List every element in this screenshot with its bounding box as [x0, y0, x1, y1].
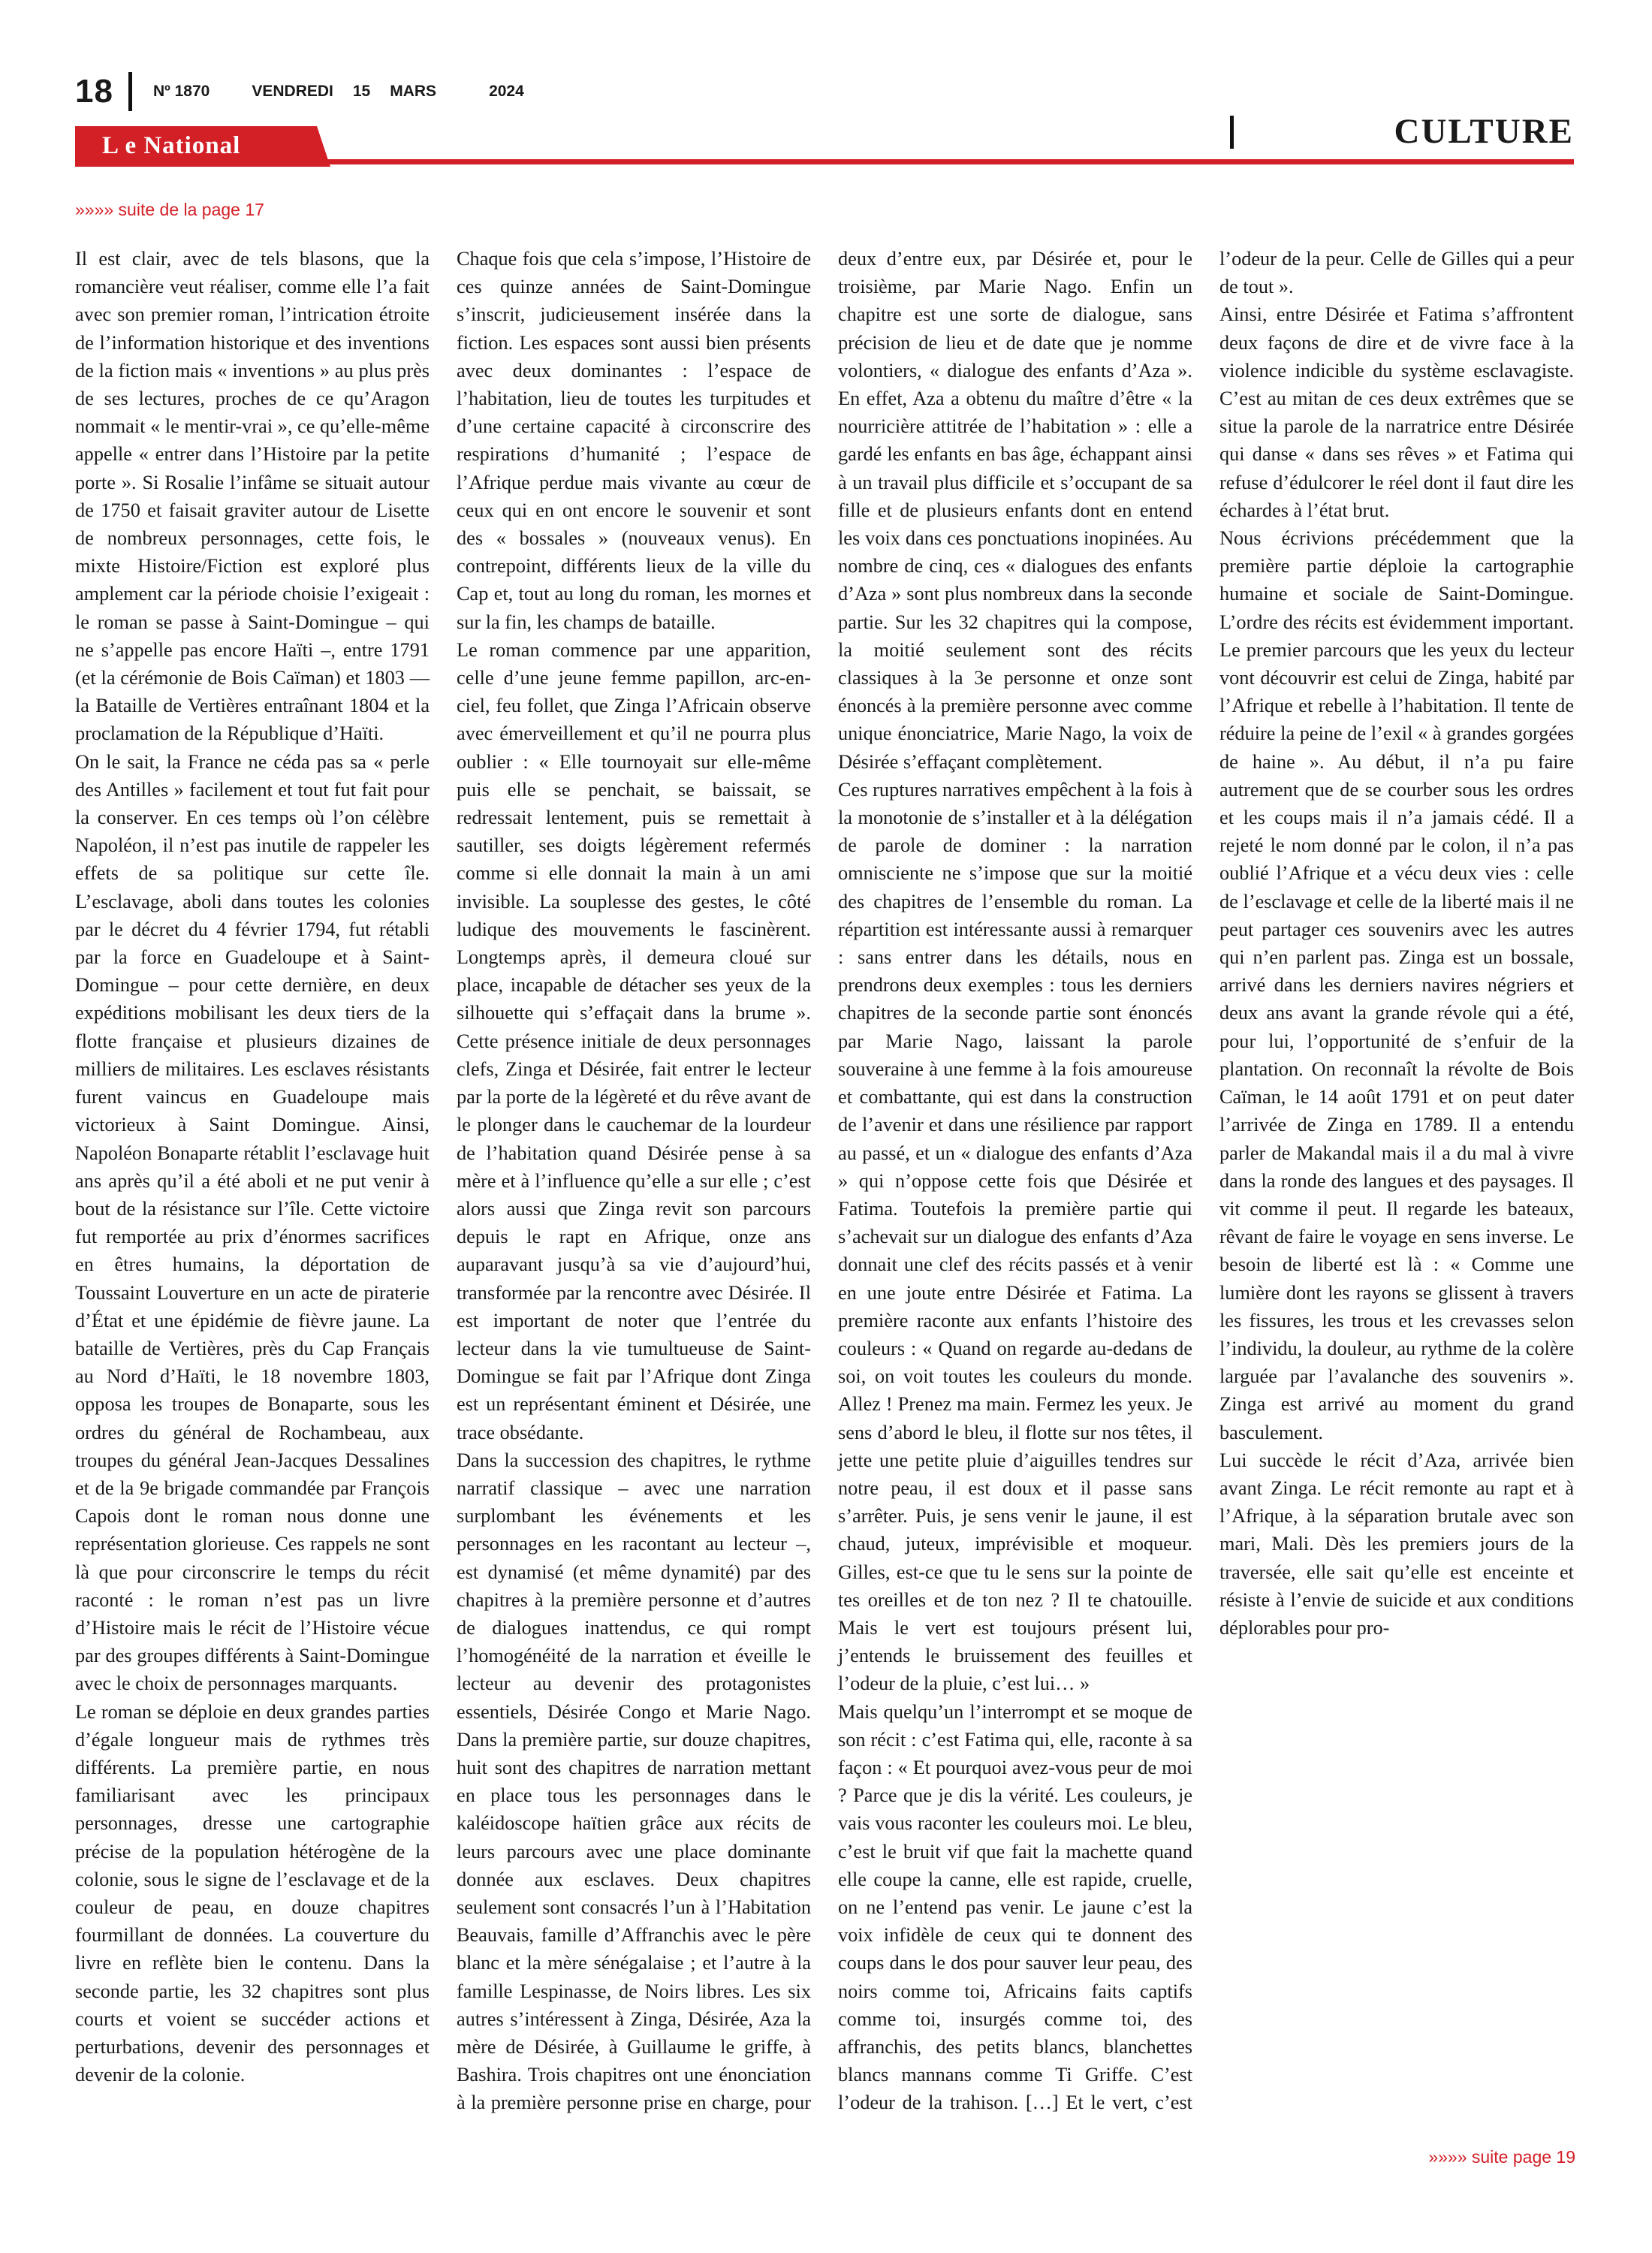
article-paragraph: Chaque fois que cela s’impose, l’Histoire de ces quinze années de Saint-Domingue s’inscrit, judicieusement insérée dans la fiction. Les espaces sont aussi bien présents avec deux dominantes : l’espace de l’habitation, lieu de toutes les turpitudes et d’une certaine capacité à circonscrire des respirations d’humanité ; l’espace de l’Afrique perdue mais vivante au cœur de ceux qui en ont encore le souvenir et sont des « bossales » (nouveaux venus). En contrepoint, différents lieux de la ville du Cap et, tout au long du roman, les mornes et sur la fin, les champs de bataille.: [457, 248, 811, 633]
date-weekday: VENDREDI: [252, 83, 333, 100]
brand-bar: [75, 126, 1574, 167]
article-paragraph: Ainsi, entre Désirée et Fatima s’affrontent deux façons de dire et de vivre face à la violence indicible du système esclavagiste. C’est au mitan de ces deux extrêmes que se situe la parole de la narratrice entre Désirée qui danse « dans ses rêves » et Fatima qui refuse d’édulcorer le réel dont il faut dire les échardes à l’état brut.: [1219, 303, 1574, 521]
brand-rule: [323, 159, 1574, 164]
article-paragraph: Mais quelqu’un l’interrompt et se moque de son récit : c’est Fatima qui, elle, raconte à sa façon : « Et pourquoi avez-vous peur de moi ? Parce que je dis la vérité. Les couleurs, je vais vous raconter les couleurs moi. Le bleu, c’est le bruit vif que fait la machette quand elle coupe la canne, elle est rapide, cruelle, on ne l’entend pas venir. Le jaune c’est la voix infidèle de ceux qui te donnent des coups dans le dos pour sauver leur peau, des noirs comme toi, Africains faits captifs comme toi, insurgés comme toi, des affranchis, des petits blancs, blanchettes blancs mannans comme Ti Griffe. C’est l’odeur de la trahison. […] Et le vert, c’est l’odeur de la peur. Celle de Gilles qui a peur de tout ».: [838, 248, 1574, 2114]
newspaper-name: L e National: [102, 132, 241, 159]
article-paragraph: Dans la succession des chapitres, le rythme narratif classique – avec une narration surplombant les événements et les personnages en les racontant au lecteur –, est dynamisé (et même dynamité) par des chapitres à la première personne et d’autres de dialogues inattendus, ce qui rompt l’homogénéité de la narration et éveille le lecteur au devenir des protagonistes essentiels, Désirée Congo et Marie Nago. Dans la première partie, sur douze chapitres, huit sont des chapitres de narration mettant en place tous les personnages dans le kaléidoscope haïtien grâce aux récits de leurs parcours avec une place dominante donnée aux esclaves. Deux chapitres seulement sont consacrés l’un à l’Habitation Beauvais, famille d’Affranchis avec le père blanc et la mère sénégalaise ; et l’autre à la famille Lespinasse, de Noirs libres. Les six autres s’intéressent à Zinga, Désirée, Aza la mère de Désirée, à Guillaume le griffe, à Bashira. Trois chapitres ont une énonciation à la première personne prise en charge, pour deux d’entre eux, par Désirée et, pour le troisième, par Marie Nago. Enfin un chapitre est une sorte de dialogue, sans précision de lieu et de date que je nomme volontiers, « dialogue des enfants d’Aza ». En effet, Aza a obtenu du maître d’être « la nourricière attitrée de l’habitation » : elle a gardé les enfants en bas âge, échappant ainsi à un travail plus difficile et s’occupant de sa fille et de plusieurs enfants dont en entend les voix dans ces ponctuations inopinées. Au nombre de cinq, ces « dialogues des enfants d’Aza » sont plus nombreux dans la seconde partie. Sur les 32 chapitres qui la compose, la moitié seulement sont des récits classiques à la 3e personne et onze sont énoncés à la première personne avec comme unique énonciatrice, Marie Nago, la voix de Désirée s’effaçant complètement.: [457, 248, 1192, 2114]
page-number: 18: [75, 73, 113, 110]
date-month: MARS: [390, 83, 437, 100]
section-divider: [1230, 116, 1234, 149]
continued-from-link[interactable]: »»»» suite de la page 17: [75, 200, 264, 219]
section-title: CULTURE: [1394, 112, 1574, 151]
article-paragraph: Le roman se déploie en deux grandes parties d’égale longueur mais de rythmes très différents. La première partie, en nous familiarisant avec les principaux personnages, dresse une cartographie précise de la population hétérogène de la colonie, sous le signe de l’esclavage et de la couleur de peau, en douze chapitres fourmillant de données. La couverture du livre en reflète bien le contenu. Dans la seconde partie, les 32 chapitres sont plus courts et voient se succéder actions et perturbations, devenir des personnages et devenir de la colonie.: [75, 1700, 430, 2086]
article-body: [75, 245, 1574, 2143]
article-paragraph: Il est clair, avec de tels blasons, que la romancière veut réaliser, comme elle l’a fait avec son premier roman, l’intrication étroite de l’information historique et des inventions de la fiction mais « inventions » au plus près de ses lectures, proches de ce qu’Aragon nommait « le mentir-vrai », ce qu’elle-même appelle « entrer dans l’Histoire par la petite porte ». Si Rosalie l’infâme se situait autour de 1750 et faisait graviter autour de Lisette de nombreux personnages, cette fois, le mixte Histoire/Fiction est exploré plus amplement car la période choisie l’exigeait : le roman se passe à Saint-Domingue – qui ne s’appelle pas encore Haïti –, entre 1791 (et la cérémonie de Bois Caïman) et 1803 — la Bataille de Vertières entraînant 1804 et la proclamation de la République d’Haïti.: [75, 248, 430, 745]
article-paragraph: Ces ruptures narratives empêchent à la fois à la monotonie de s’installer et à la délégation de parole de dominer : la narration omnisciente ne s’impose que sur la moitié des chapitres de l’ensemble du roman. La répartition est intéressante aussi à remarquer : sans entrer dans les détails, nous en prendrons deux exemples : tous les derniers chapitres de la seconde partie sont énoncés par Marie Nago, laissant la parole souveraine à une femme à la fois amoureuse et combattante, qui est dans la construction de l’avenir et dans une résilience par rapport au passé, et un « dialogue des enfants d’Aza » qui n’oppose cette fois que Désirée et Fatima. Toutefois la première partie qui s’achevait sur un dialogue des enfants d’Aza donnait une clef des récits passés et à venir en une joute entre Désirée et Fatima. La première raconte aux enfants l’histoire des couleurs : « Quand on regarde au-dedans de soi, on voit toutes les couleurs du monde. Allez ! Prenez ma main. Fermez les yeux. Je sens d’abord le bleu, il flotte sur nos têtes, il jette une petite pluie d’aiguilles tendres sur notre peau, il est doux et il passe sans s’arrêter. Puis, je sens venir le jaune, il est chaud, juteux, imprévisible et moqueur. Gilles, est-ce que tu le sens sur la pointe de tes oreilles et de ton nez ? Il te chatouille. Mais le vert est toujours présent lui, j’entends le bruissement des feuilles et l’odeur de la pluie, c’est lui… »: [838, 778, 1192, 1695]
page-header: [75, 69, 544, 114]
issue-number: Nº 1870: [152, 83, 210, 100]
continued-to-link[interactable]: »»»» suite page 19: [1428, 2147, 1575, 2167]
article-paragraph: Le roman commence par une apparition, celle d’une jeune femme papillon, arc-en-ciel, feu follet, que Zinga l’Africain observe avec émerveillement et qu’il ne pourra plus oublier : « Elle tournoyait sur elle-même puis elle se penchait, se baissait, se redressait lentement, puis se remettait à sautiller, ses doigts légèrement refermés comme si elle donnait la main à un ami invisible. La souplesse des gestes, le côté ludique des mouvements le fascinèrent. Longtemps après, il demeura cloué sur place, incapable de détacher ses yeux de la silhouette qui s’effaçait dans la brume ». Cette présence initiale de deux personnages clefs, Zinga et Désirée, fait entrer le lecteur par la porte de la légèreté et du rêve avant de le plonger dans le cauchemar de la lourdeur de l’habitation quand Désirée pense à sa mère et à l’influence qu’elle a sur elle ; c’est alors aussi que Zinga revit son parcours depuis le rapt en Afrique, onze ans auparavant jusqu’à sa vie d’aujourd’hui, transformée par la rencontre avec Désirée. Il est important de noter que l’entrée du lecteur dans la vie tumultueuse de Saint-Domingue se fait par l’Afrique dont Zinga est un représentant éminent et Désirée, une trace obsédante.: [457, 638, 811, 1443]
article-paragraph: On le sait, la France ne céda pas sa « perle des Antilles » facilement et tout fut fait pour la conserver. En ces temps où l’on célèbre Napoléon, il n’est pas inutile de rappeler les effets de sa politique sur cette île. L’esclavage, aboli dans toutes les colonies par le décret du 4 février 1794, fut rétabli par la force en Guadeloupe et à Saint-Domingue – pour cette dernière, en deux expéditions mobilisant les deux tiers de la flotte française et plusieurs dizaines de milliers de militaires. Les esclaves résistants furent vaincus en Guadeloupe mais victorieux à Saint Domingue. Ainsi, Napoléon Bonaparte rétablit l’esclavage huit ans après qu’il a été aboli et ne put venir à bout de la résistance sur l’île. Cette victoire fut remportée au prix d’énormes sacrifices en êtres humains, la déportation de Toussaint Louverture en un acte de piraterie d’État et une épidémie de fièvre jaune. La bataille de Vertières, près du Cap Français au Nord d’Haïti, le 18 novembre 1803, opposa les troupes de Bonaparte, sous les ordres du général de Rochambeau, aux troupes du général Jean-Jacques Dessalines et de la 9e brigade commandée par François Capois dont le roman nous donne une représentation glorieuse. Ces rappels ne sont là que pour circonscrire le temps du récit raconté : le roman n’est pas un livre d’Histoire mais le récit de l’Histoire vécue par des groupes différents à Saint-Domingue avec le choix de personnages marquants.: [75, 750, 430, 1695]
date-day: 15: [352, 83, 371, 100]
article-paragraph: Lui succède le récit d’Aza, arrivée bien avant Zinga. Le récit remonte au rapt et à l’Afrique, à la séparation brutale avec son mari, Mali. Dès les premiers jours de la traversée, elle sait qu’elle est enceinte et résiste à l’envie de suicide et aux conditions déplorables pour pro-: [1219, 1449, 1574, 1639]
header-divider: [128, 72, 132, 111]
article-paragraph: Nous écrivions précédemment que la première partie déploie la cartographie humaine et sociale de Saint-Domingue. L’ordre des récits est évidemment important. Le premier parcours que les yeux du lecteur vont découvrir est celui de Zinga, habité par l’Afrique et rebelle à l’habitation. Il tente de réduire la peine de l’exil « à grandes gorgées de haine ». Au début, il n’a pu faire autrement que de se courber sous les ordres et les coups mais il n’a jamais cédé. Il a rejeté le nom donné par le colon, il n’a pas oublié l’Afrique et a vécu deux vies : celle de l’esclavage et celle de la liberté mais il ne peut partager ces souvenirs avec les autres qui n’en parlent pas. Zinga est un bossale, arrivé dans les derniers navires négriers et deux ans avant la grande révole qui a été, pour lui, l’opportunité de s’enfuir de la plantation. On reconnaît la révolte de Bois Caïman, le 14 août 1791 et on peut dater l’arrivée de Zinga en 1789. Il a entendu parler de Makandal mais il a du mal à vivre dans la ronde des langues et des paysages. Il vit comme il peut. Il regarde les bateaux, rêvant de faire le voyage en sens inverse. Le besoin de liberté est là : « Comme une lumière dont les rayons se glissent à travers les fissures, les trous et les crevasses selon l’individu, la douleur, au rythme de la colère larguée par l’avalanche des souvenirs ». Zinga est arrivé au moment du grand basculement.: [1219, 527, 1574, 1443]
date-year: 2024: [489, 83, 524, 100]
